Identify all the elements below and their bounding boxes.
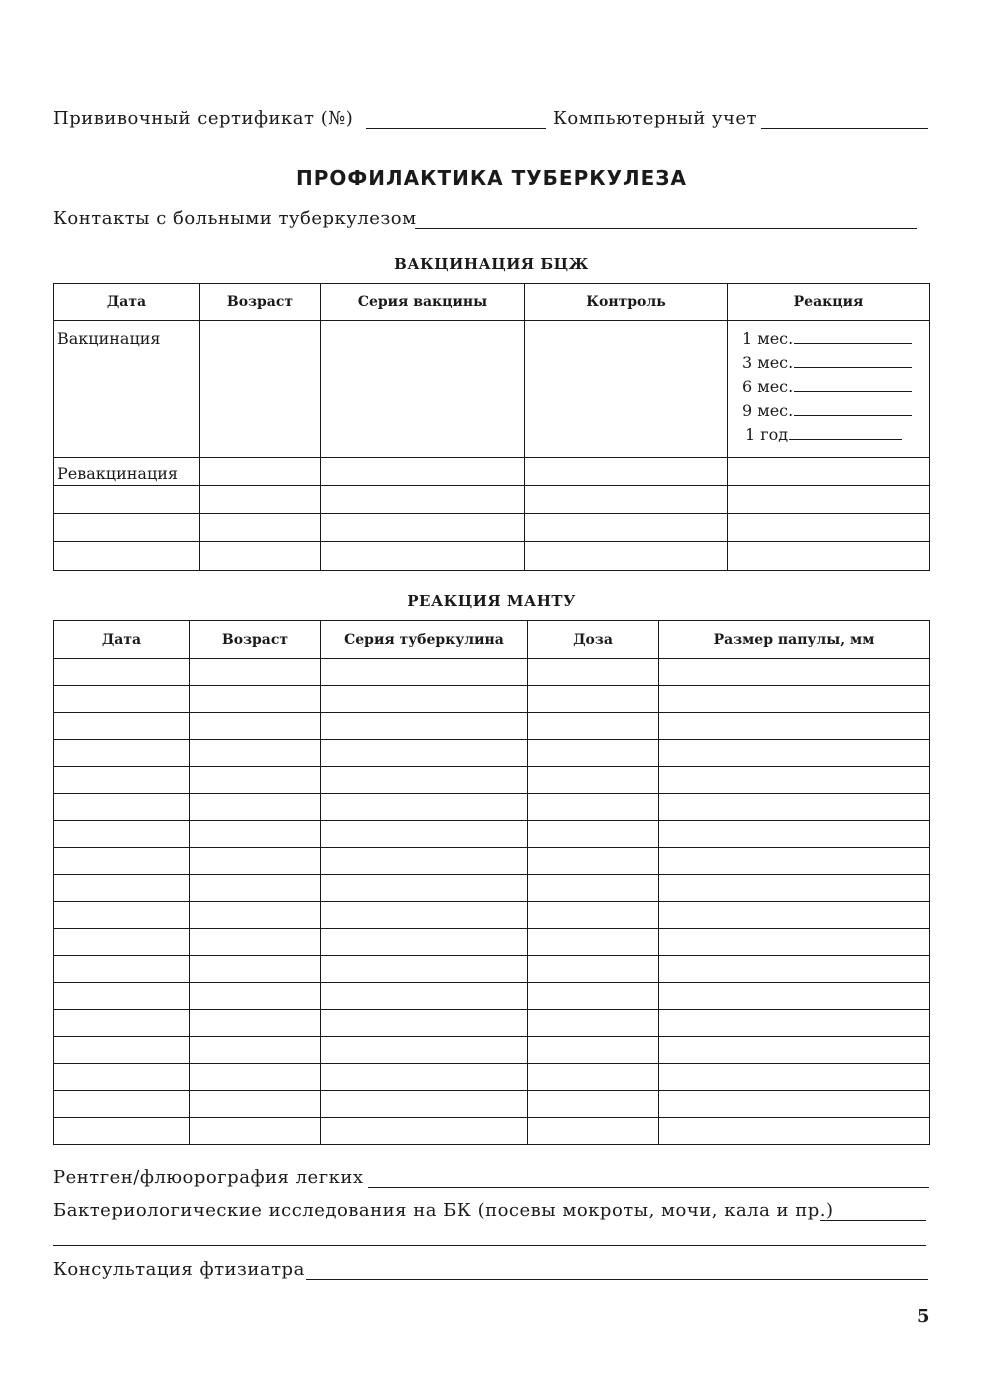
table-row: [54, 1010, 930, 1037]
table-cell[interactable]: [54, 875, 190, 902]
table-cell[interactable]: [321, 956, 528, 983]
table-cell[interactable]: [528, 1091, 659, 1118]
table-cell[interactable]: [528, 713, 659, 740]
table-cell[interactable]: [659, 1010, 930, 1037]
table-cell[interactable]: [200, 542, 321, 571]
table-cell[interactable]: [54, 1091, 190, 1118]
table-cell[interactable]: [54, 902, 190, 929]
reaction-6-months[interactable]: 6 мес.: [742, 375, 929, 399]
table-cell[interactable]: [528, 794, 659, 821]
table-cell[interactable]: [659, 1037, 930, 1064]
table-cell[interactable]: [321, 713, 528, 740]
table-row: [54, 740, 930, 767]
vaccination-label: Вакцинация: [54, 321, 200, 458]
table-cell[interactable]: [525, 486, 728, 514]
table-cell[interactable]: [525, 321, 728, 458]
table-cell[interactable]: [321, 1064, 528, 1091]
table-row: [54, 1118, 930, 1145]
reaction-1-month[interactable]: 1 мес.: [742, 327, 929, 351]
table-cell[interactable]: [54, 848, 190, 875]
table-cell[interactable]: [190, 848, 321, 875]
table-cell[interactable]: [321, 321, 525, 458]
table-cell[interactable]: [190, 686, 321, 713]
table-cell[interactable]: [525, 542, 728, 571]
table-cell[interactable]: [54, 1037, 190, 1064]
table-cell[interactable]: [321, 983, 528, 1010]
table-cell[interactable]: [528, 848, 659, 875]
table-cell[interactable]: [659, 686, 930, 713]
table-cell[interactable]: [190, 983, 321, 1010]
table-cell[interactable]: [528, 1037, 659, 1064]
table-cell[interactable]: [54, 659, 190, 686]
table-row: [54, 1091, 930, 1118]
table-cell[interactable]: [321, 875, 528, 902]
bacterio-field[interactable]: [820, 1220, 926, 1221]
contacts-field[interactable]: [415, 228, 917, 229]
computer-record-field[interactable]: [761, 128, 928, 129]
table-cell[interactable]: [190, 902, 321, 929]
table-cell[interactable]: [659, 740, 930, 767]
table-row: [54, 848, 930, 875]
certificate-label: Прививочный сертификат (№): [53, 108, 354, 129]
table-cell[interactable]: [659, 794, 930, 821]
mantoux-header-date: Дата: [54, 621, 190, 659]
table-cell[interactable]: [525, 514, 728, 542]
table-cell[interactable]: [321, 1091, 528, 1118]
table-row: [54, 1064, 930, 1091]
table-cell[interactable]: [190, 767, 321, 794]
table-cell[interactable]: [321, 1010, 528, 1037]
table-cell[interactable]: [528, 929, 659, 956]
table-cell[interactable]: [528, 983, 659, 1010]
table-cell[interactable]: [659, 902, 930, 929]
table-cell[interactable]: [321, 767, 528, 794]
reaction-3-months[interactable]: 3 мес.: [742, 351, 929, 375]
table-cell[interactable]: [190, 740, 321, 767]
table-cell[interactable]: [190, 713, 321, 740]
table-cell[interactable]: [54, 1010, 190, 1037]
page-number: 5: [917, 1306, 930, 1327]
certificate-number-field[interactable]: [366, 128, 546, 129]
table-cell[interactable]: [190, 929, 321, 956]
table-cell[interactable]: [528, 956, 659, 983]
consult-label: Консультация фтизиатра: [53, 1259, 305, 1280]
table-cell[interactable]: [528, 875, 659, 902]
table-cell[interactable]: [190, 956, 321, 983]
table-cell[interactable]: [321, 794, 528, 821]
table-cell[interactable]: [54, 1064, 190, 1091]
table-cell[interactable]: [54, 686, 190, 713]
table-cell[interactable]: [528, 686, 659, 713]
table-cell[interactable]: [54, 767, 190, 794]
table-cell[interactable]: [200, 321, 321, 458]
table-cell[interactable]: [659, 1091, 930, 1118]
table-cell[interactable]: [54, 713, 190, 740]
table-cell[interactable]: [200, 458, 321, 486]
table-cell[interactable]: [321, 1118, 528, 1145]
table-cell[interactable]: [528, 740, 659, 767]
table-row: [54, 767, 930, 794]
table-cell[interactable]: [190, 1010, 321, 1037]
table-cell[interactable]: [54, 486, 200, 514]
table-row: [54, 659, 930, 686]
table-cell[interactable]: [659, 875, 930, 902]
table-cell[interactable]: [321, 458, 525, 486]
mantoux-section-title: РЕАКЦИЯ МАНТУ: [407, 592, 576, 610]
xray-label: Рентген/флюорография легких: [53, 1167, 364, 1188]
table-cell[interactable]: [728, 514, 930, 542]
table-row: [54, 983, 930, 1010]
table-row: [54, 514, 930, 542]
reaction-1-year[interactable]: 1 год: [742, 423, 929, 447]
table-row: [54, 929, 930, 956]
table-cell[interactable]: [321, 740, 528, 767]
table-cell[interactable]: [54, 740, 190, 767]
table-cell[interactable]: [200, 486, 321, 514]
mantoux-header-papule-size: Размер папулы, мм: [659, 621, 930, 659]
table-cell[interactable]: [528, 821, 659, 848]
table-cell[interactable]: [528, 659, 659, 686]
table-cell[interactable]: [528, 1064, 659, 1091]
table-cell[interactable]: [659, 1064, 930, 1091]
table-cell[interactable]: [659, 848, 930, 875]
table-cell[interactable]: [659, 1118, 930, 1145]
bcg-vaccination-row: [54, 321, 930, 458]
table-cell[interactable]: [190, 659, 321, 686]
bcg-header-control: Контроль: [525, 284, 728, 321]
table-cell[interactable]: [321, 486, 525, 514]
table-cell[interactable]: [321, 902, 528, 929]
table-cell[interactable]: [190, 1064, 321, 1091]
table-cell[interactable]: [200, 514, 321, 542]
table-row: [54, 821, 930, 848]
computer-record-label: Компьютерный учет: [553, 108, 758, 129]
table-cell[interactable]: [659, 821, 930, 848]
table-cell[interactable]: [321, 848, 528, 875]
consult-field[interactable]: [306, 1279, 928, 1280]
table-cell[interactable]: [321, 542, 525, 571]
bcg-header-series: Серия вакцины: [321, 284, 525, 321]
mantoux-header-series: Серия туберкулина: [321, 621, 528, 659]
contacts-label: Контакты с больными туберкулезом: [53, 208, 417, 229]
table-cell[interactable]: [659, 956, 930, 983]
table-row: [54, 794, 930, 821]
table-cell[interactable]: [190, 1037, 321, 1064]
table-row: [54, 875, 930, 902]
table-cell[interactable]: [321, 686, 528, 713]
mantoux-table: [53, 620, 930, 1145]
table-row: [54, 542, 930, 571]
table-cell[interactable]: [659, 983, 930, 1010]
table-row: [54, 902, 930, 929]
table-cell[interactable]: [321, 929, 528, 956]
bcg-section-title: ВАКЦИНАЦИЯ БЦЖ: [394, 255, 589, 273]
table-cell[interactable]: [528, 767, 659, 794]
table-cell[interactable]: [190, 875, 321, 902]
bcg-table: [53, 283, 930, 571]
table-row: [54, 713, 930, 740]
table-row: [54, 486, 930, 514]
bcg-revaccination-row: [54, 458, 930, 486]
table-cell[interactable]: [728, 486, 930, 514]
table-cell[interactable]: [54, 794, 190, 821]
table-cell[interactable]: [659, 767, 930, 794]
table-cell[interactable]: [321, 1037, 528, 1064]
table-cell[interactable]: [528, 902, 659, 929]
reaction-cell: [728, 321, 930, 458]
bcg-header-date: Дата: [54, 284, 200, 321]
table-cell[interactable]: [54, 956, 190, 983]
table-cell[interactable]: [54, 821, 190, 848]
bcg-header-age: Возраст: [200, 284, 321, 321]
table-row: [54, 1037, 930, 1064]
xray-field[interactable]: [368, 1187, 929, 1188]
table-cell[interactable]: [54, 514, 200, 542]
table-cell[interactable]: [54, 542, 200, 571]
table-cell[interactable]: [659, 929, 930, 956]
table-cell[interactable]: [728, 542, 930, 571]
table-cell[interactable]: [728, 458, 930, 486]
reaction-9-months[interactable]: 9 мес.: [742, 399, 929, 423]
mantoux-header-dose: Доза: [528, 621, 659, 659]
bacterio-label: Бактериологические исследования на БК (посевы мокроты, мочи, кала и пр.): [53, 1200, 834, 1221]
table-cell[interactable]: [190, 821, 321, 848]
table-cell[interactable]: [190, 1118, 321, 1145]
bacterio-field-continued[interactable]: [53, 1245, 926, 1246]
table-cell[interactable]: [525, 458, 728, 486]
table-row: [54, 686, 930, 713]
table-cell[interactable]: [659, 659, 930, 686]
table-cell[interactable]: [54, 929, 190, 956]
table-cell[interactable]: [190, 1091, 321, 1118]
table-cell[interactable]: [54, 983, 190, 1010]
page-title: ПРОФИЛАКТИКА ТУБЕРКУЛЕЗА: [296, 166, 687, 190]
table-cell[interactable]: [321, 514, 525, 542]
table-cell[interactable]: [528, 1118, 659, 1145]
revaccination-label: Ревакцинация: [54, 458, 200, 486]
table-cell[interactable]: [321, 659, 528, 686]
table-cell[interactable]: [321, 821, 528, 848]
table-cell[interactable]: [528, 1010, 659, 1037]
bcg-header-reaction: Реакция: [728, 284, 930, 321]
table-cell[interactable]: [54, 1118, 190, 1145]
table-cell[interactable]: [659, 713, 930, 740]
mantoux-header-age: Возраст: [190, 621, 321, 659]
table-row: [54, 956, 930, 983]
table-cell[interactable]: [190, 794, 321, 821]
